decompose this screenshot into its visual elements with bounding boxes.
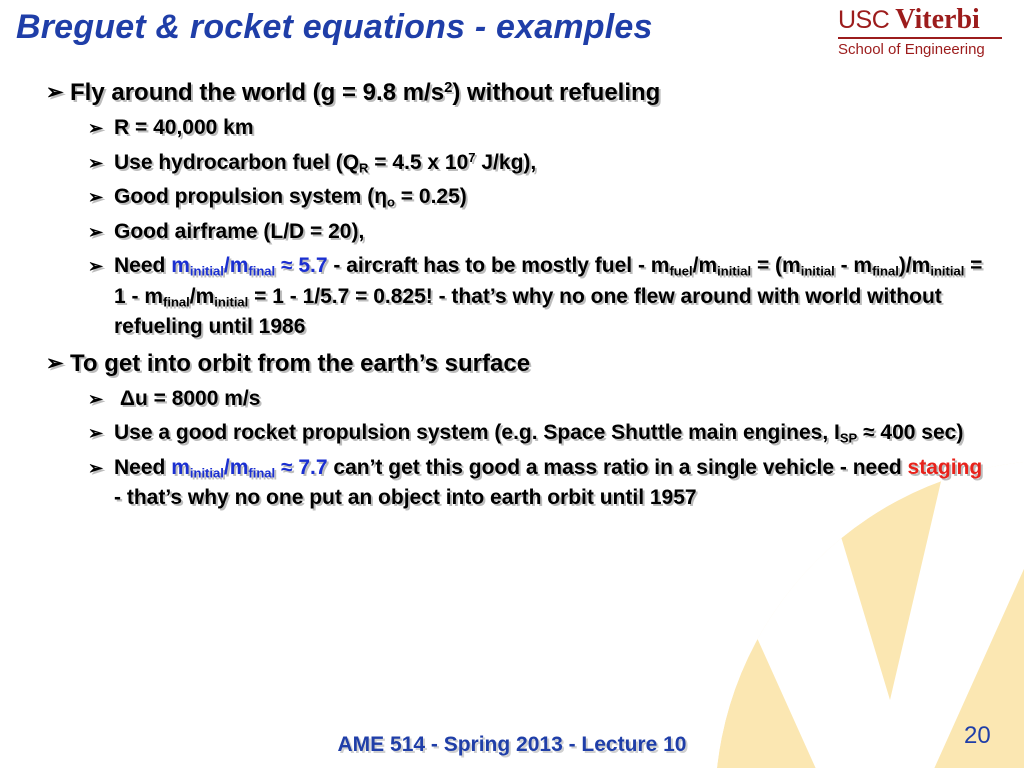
bullet-mass-ratio-aircraft: ➢ Need $m_{initial}/m_{final} \approx 5.7$ - aircraft has to be mostly fuel - $m_{fuel}/m_{initial} = (m_{initial} - m_{final})/m_{initial} = 1 - m_{final}/m_{initial} = 1 - 1/5.7 = 0.825$! - that’s why no one flew around with world without refueling until 1986 — [0, 251, 994, 343]
slide-footer: AME 514 - Spring 2013 - Lecture 10 — [337, 733, 687, 756]
logo-viterbi-text: Viterbi — [895, 4, 980, 35]
usc-viterbi-logo — [838, 5, 1004, 61]
logo-school-text: School of Engineering — [838, 41, 985, 58]
bullet-get-into-orbit: ➢ To get into orbit from the earth’s surface — [0, 347, 990, 380]
bullet-fly-around-world: ➢ Fly around the world (g = 9.8 $m/s^2$) without refueling — [0, 76, 990, 109]
bullet-arrow-icon: ➢ — [88, 256, 104, 276]
bullet-arrow-icon: ➢ — [88, 457, 104, 478]
slide-content — [0, 76, 1024, 518]
slide-title: Breguet & rocket equations - examples — [16, 8, 653, 46]
bullet-mass-ratio-rocket: ➢ Need $m_{initial}/m_{final} \approx 7.7$ can’t get this good a mass ratio in a single vehicle - need staging - that’s why no one put an object into earth orbit until 1957 — [0, 453, 994, 514]
bullet-arrow-icon: ➢ — [88, 187, 104, 207]
bullet-hydrocarbon-fuel: ➢ Use hydrocarbon fuel ($Q_R = 4.5$ x $10^7$ J/kg), — [0, 148, 994, 179]
bullet-arrow-icon: ➢ — [88, 221, 104, 242]
logo-usc-text: USC — [838, 6, 890, 34]
bullet-propulsion-system: ➢ Good propulsion system $(\eta_o = 0.25)$ — [0, 182, 994, 213]
bullet-radius: ➢ R = 40,000 km — [0, 113, 994, 144]
bullet-arrow-icon: ➢ — [88, 423, 104, 443]
bullet-airframe: ➢ Good airframe (L/D = 20), — [0, 217, 994, 248]
page-number: 20 — [964, 722, 991, 749]
bullet-arrow-icon: ➢ — [88, 388, 104, 409]
bullet-arrow-icon: ➢ — [88, 118, 104, 138]
bullet-arrow-icon: ➢ — [88, 152, 104, 173]
bullet-arrow-icon: ➢ — [46, 81, 64, 104]
staging-highlight: staging — [907, 455, 983, 479]
bullet-arrow-icon: ➢ — [46, 351, 64, 375]
bullet-delta-v: ➢ Δu = 8000 m/s — [0, 384, 994, 415]
logo-rule — [838, 37, 1002, 39]
bullet-rocket-propulsion: ➢ Use a good rocket propulsion system (e.g. Space Shuttle main engines, $I_{SP} \approx 400$ sec) — [0, 418, 994, 449]
